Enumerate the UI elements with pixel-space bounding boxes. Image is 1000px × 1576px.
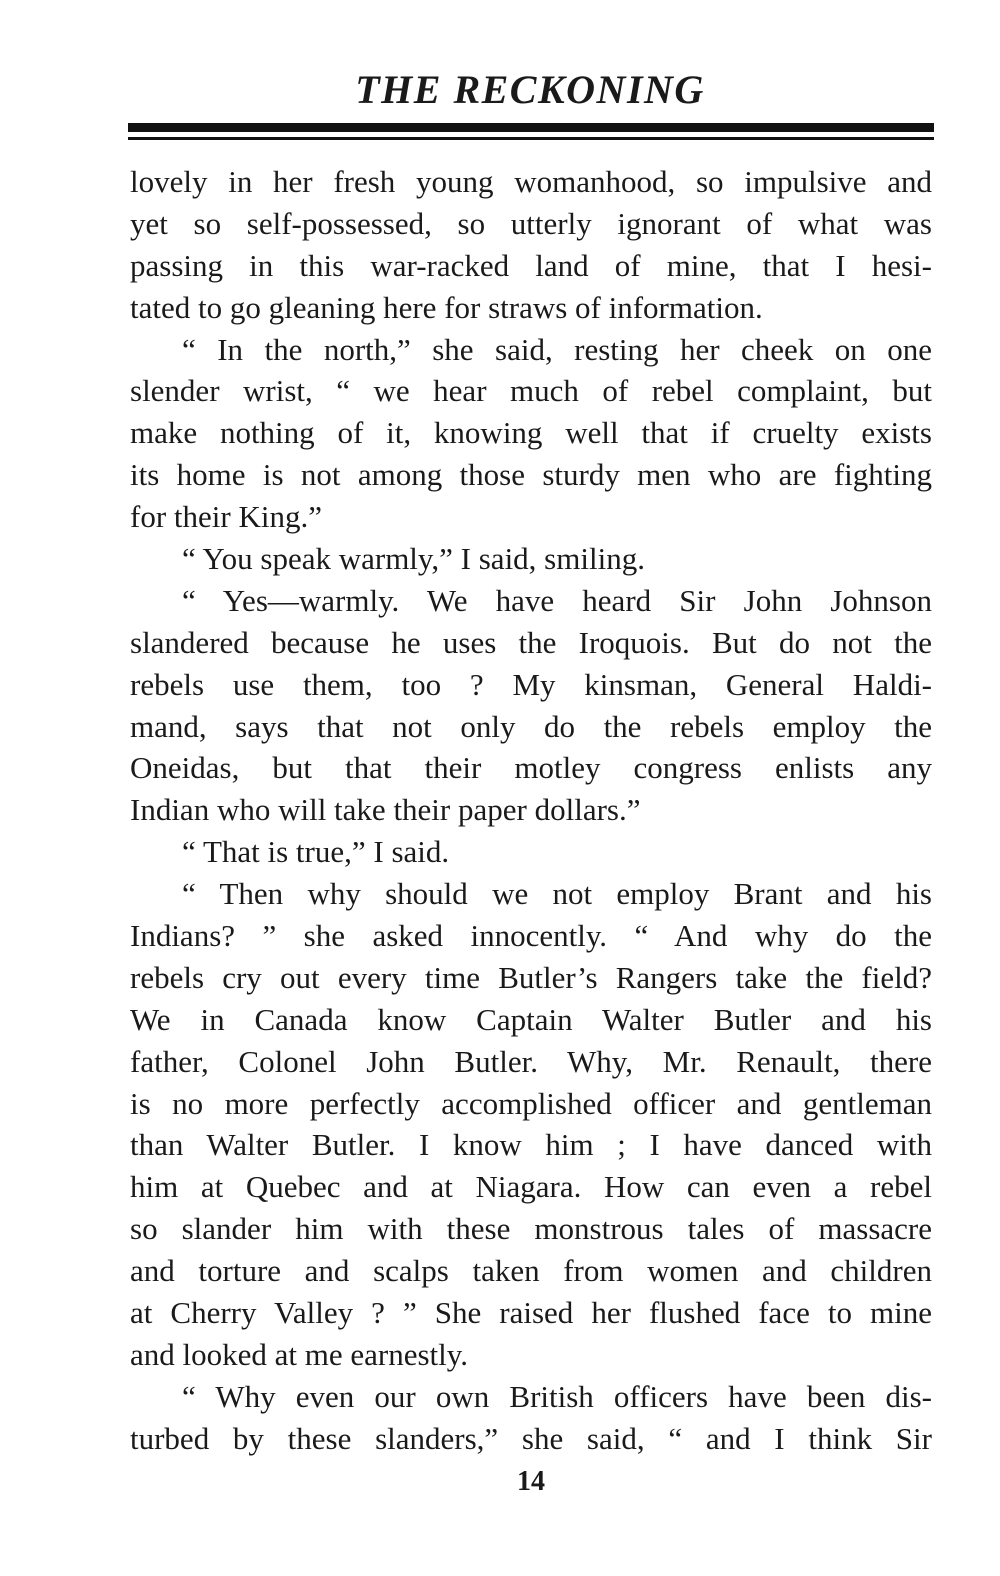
text-line: and looked at me earnestly. <box>130 1336 469 1372</box>
text-line: “ In the north,” she said, resting her cheek on one <box>182 331 932 367</box>
text-line: make nothing of it, knowing well that if cruelty exists <box>130 415 932 451</box>
body-text <box>130 161 932 1460</box>
text-line: father, Colonel John Butler. Why, Mr. Renault, there <box>130 1043 932 1079</box>
header-rule-thick <box>128 123 934 132</box>
text-line: “ You speak warmly,” I said, smiling. <box>182 541 645 577</box>
text-line: its home is not among those sturdy men who are fighting <box>130 457 932 493</box>
text-line: than Walter Butler. I know him ; I have danced with <box>130 1127 932 1163</box>
text-line: mand, says that not only do the rebels employ the <box>130 708 932 744</box>
text-line: passing in this war-racked land of mine, that I hesi- <box>130 247 932 283</box>
text-line: so slander him with these monstrous tales of massacre <box>130 1211 932 1247</box>
text-line: slender wrist, “ we hear much of rebel complaint, but <box>130 373 932 409</box>
text-line: lovely in her fresh young womanhood, so impulsive and <box>130 164 932 199</box>
text-line: slandered because he uses the Iroquois. But do not the <box>130 624 932 660</box>
text-line: him at Quebec and at Niagara. How can even a rebel <box>130 1169 932 1205</box>
text-line: at Cherry Valley ? ” She raised her flushed face to mine <box>130 1295 932 1331</box>
text-line: “ Why even our own British officers have been dis- <box>182 1378 932 1414</box>
text-line: Indians? ” she asked innocently. “ And why do the <box>130 918 932 954</box>
text-line: Oneidas, but that their motley congress enlists any <box>130 750 932 786</box>
text-line: We in Canada know Captain Walter Butler and his <box>130 1001 932 1037</box>
page-number: 14 <box>517 1466 545 1497</box>
header-rule-thin <box>128 137 934 140</box>
text-line: is no more perfectly accomplished officer and gentleman <box>130 1085 932 1121</box>
text-line: yet so self-possessed, so utterly ignorant of what was <box>130 205 932 241</box>
running-head: THE RECKONING <box>355 67 705 112</box>
text-line: turbed by these slanders,” she said, “ and I think Sir <box>130 1420 932 1456</box>
text-line: “ That is true,” I said. <box>182 834 450 870</box>
text-line: and torture and scalps taken from women and children <box>130 1253 932 1289</box>
text-line: Indian who will take their paper dollars.” <box>130 792 641 828</box>
text-line: for their King.” <box>130 499 322 535</box>
text-line: “ Yes—warmly. We have heard Sir John Johnson <box>182 582 932 618</box>
text-line: tated to go gleaning here for straws of information. <box>130 289 763 325</box>
text-line: “ Then why should we not employ Brant and his <box>182 876 932 912</box>
text-line: rebels use them, too ? My kinsman, General Haldi- <box>130 666 932 702</box>
text-line: rebels cry out every time Butler’s Rangers take the field? <box>130 959 932 995</box>
